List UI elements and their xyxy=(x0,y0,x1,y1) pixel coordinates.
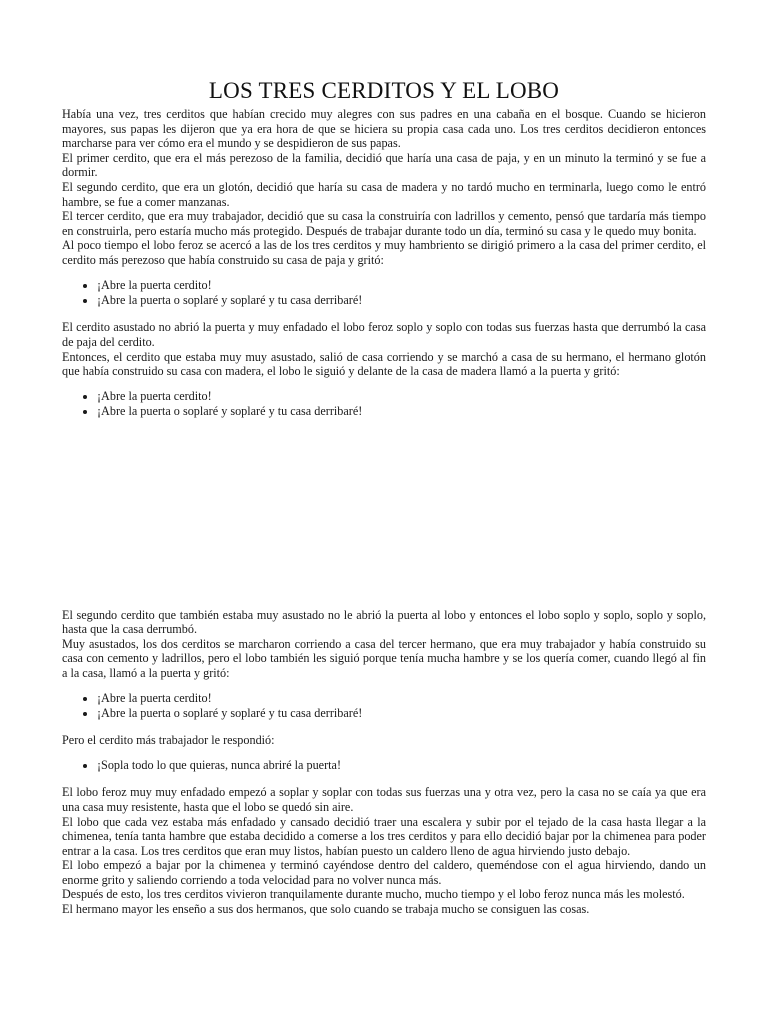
list-item: • ¡Abre la puerta o soplaré y soplaré y tu casa derribaré! xyxy=(97,706,706,721)
paragraph-first-pig: El primer cerdito, que era el más perezoso de la familia, decidió que haría una casa de paja, y en un minuto la terminó y se fue a dormir. xyxy=(62,150,706,180)
paragraph-wolf-blows: El lobo feroz muy muy enfadado empezó a soplar y soplar con todas sus fuerzas una y otra vez, pero la casa no se caía ya que era una casa muy resistente, hasta que el lobo se quedó sin aire. xyxy=(62,785,706,814)
paragraph-third-pig: El tercer cerdito, que era muy trabajador, decidió que su casa la construiría con ladrillos y cemento, pensó que tardaría más tiempo en construirla, pero estaría mucho más protegido. Después de trabajar durante todo un día, terminó su casa y le quedo muy bonita. xyxy=(62,209,706,238)
list-item: • ¡Abre la puerta o soplaré y soplaré y tu casa derribaré! xyxy=(97,293,706,308)
paragraph-second-pig: El segundo cerdito, que era un glotón, decidió que haría su casa de madera y no tardó mucho en terminarla, luego como le entró hambre, se fue a comer manzanas. xyxy=(62,179,706,209)
document-title: LOS TRES CERDITOS Y EL LOBO xyxy=(208,78,560,103)
paragraph-wood-house: Entonces, el cerdito que estaba muy muy asustado, salió de casa corriendo y se marchó a casa de su hermano, el hermano glotón que había construido su casa con madera, el lobo le siguió y delante de la casa de madera llamó a la puerta y gritó: xyxy=(62,349,706,379)
list-item: • ¡Abre la puerta cerdito! xyxy=(97,691,706,706)
paragraph-cauldron: El lobo empezó a bajar por la chimenea y terminó cayéndose dentro del caldero, queméndose con el agua hirviendo, dando un enorme grito y saliendo corriendo a toda velocidad para no volver nunca más. xyxy=(62,858,706,887)
paragraph-aftermath: Después de esto, los tres cerditos vivieron tranquilamente durante mucho, mucho tiempo y el lobo feroz nunca más les molestó. xyxy=(62,887,685,902)
list-item: • ¡Abre la puerta cerdito! xyxy=(97,389,706,404)
paragraph-wolf-arrives: Al poco tiempo el lobo feroz se acercó a las de los tres cerditos y muy hambriento se dirigió primero a la casa del primer cerdito, el cerdito más perezoso que había construido su casa de paja y gritó: xyxy=(62,238,706,267)
bullet-list-2 xyxy=(62,389,706,420)
paragraph-chimney: El lobo que cada vez estaba más enfadado y cansado decidió traer una escalera y subir por el tejado de la casa hasta llegar a la chimenea, tenía tanta hambre que estaba decidido a comerse a los tres cerditos y para ello decidió bajar por la chimenea para poder entrar a la casa. Los tres cerditos que eran muy listos, habían puesto un caldero lleno de agua hirviendo justo debajo. xyxy=(62,814,706,858)
list-item: • ¡Sopla todo lo que quieras, nunca abriré la puerta! xyxy=(97,758,706,773)
bullet-list-3 xyxy=(62,691,706,722)
paragraph-moral: El hermano mayor les enseño a sus dos hermanos, que solo cuando se trabaja mucho se consiguen las cosas. xyxy=(62,902,590,917)
paragraph-brick-house: Muy asustados, los dos cerditos se marcharon corriendo a casa del tercer hermano, que era muy trabajador y había construido su casa con cemento y ladrillos, pero el lobo también les siguió porque tenía mucha hambre y se los quería comer, cuando llegó al fin a la casa, llamó a la puerta y gritó: xyxy=(62,636,706,680)
paragraph-pig-answers: Pero el cerdito más trabajador le respondió: xyxy=(62,733,275,748)
bullet-list-4 xyxy=(62,758,706,773)
bullet-list-1 xyxy=(62,278,706,309)
paragraph-wood-house-falls: El segundo cerdito que también estaba muy asustado no le abrió la puerta al lobo y entonces el lobo soplo y soplo, soplo y soplo, hasta que la casa derrumbó. xyxy=(62,607,706,637)
list-item: • ¡Abre la puerta cerdito! xyxy=(97,278,706,293)
list-item: • ¡Abre la puerta o soplaré y soplaré y tu casa derribaré! xyxy=(97,404,706,419)
paragraph-straw-house-falls: El cerdito asustado no abrió la puerta y muy enfadado el lobo feroz soplo y soplo con todas sus fuerzas hasta que derrumbó la casa de paja del cerdito. xyxy=(62,320,706,349)
paragraph-intro: Había una vez, tres cerditos que habían crecido muy alegres con sus padres en una cabaña en el bosque. Cuando se hicieron mayores, sus papas les dijeron que ya era hora de que se hiciera su propia casa cada uno. Los tres cerditos decidieron entonces marcharse para ver cómo era el mundo y se despidieron de sus papas. xyxy=(62,107,706,151)
blank-space xyxy=(62,432,706,608)
